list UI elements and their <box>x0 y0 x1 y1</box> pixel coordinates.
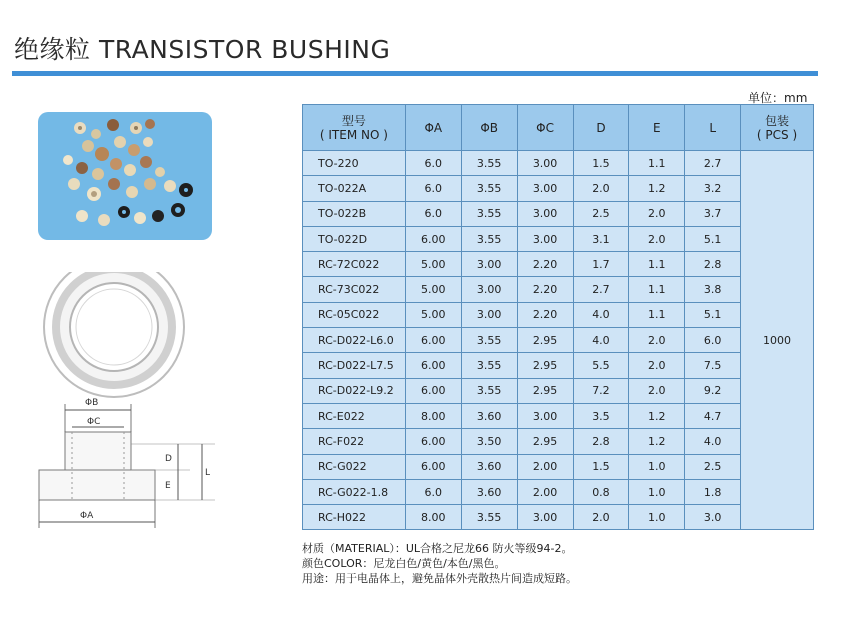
cell-d: 3.5 <box>573 403 629 428</box>
cell-item-no: RC-72C022 <box>303 252 406 277</box>
label-l: L <box>205 468 211 478</box>
cell-phi-c: 2.20 <box>517 252 573 277</box>
cell-e: 1.2 <box>629 429 685 454</box>
cell-phi-b: 3.60 <box>461 479 517 504</box>
cell-phi-c: 2.00 <box>517 454 573 479</box>
cell-e: 2.0 <box>629 378 685 403</box>
cell-d: 5.5 <box>573 353 629 378</box>
cell-phi-c: 3.00 <box>517 403 573 428</box>
table-row <box>303 454 814 479</box>
header-phi-a: ΦA <box>405 105 461 151</box>
cell-l: 2.5 <box>685 454 741 479</box>
cell-phi-c: 3.00 <box>517 201 573 226</box>
note-usage: 用途：用于电晶体上，避免晶体外壳散热片间造成短路。 <box>302 572 577 585</box>
cell-e: 1.1 <box>629 302 685 327</box>
cell-phi-b: 3.55 <box>461 151 517 176</box>
cell-phi-b: 3.55 <box>461 328 517 353</box>
cell-l: 2.8 <box>685 252 741 277</box>
header-d: D <box>573 105 629 151</box>
cell-item-no: RC-D022-L7.5 <box>303 353 406 378</box>
cell-phi-a: 6.0 <box>405 176 461 201</box>
cell-phi-a: 5.00 <box>405 252 461 277</box>
header-phi-b: ΦB <box>461 105 517 151</box>
cell-item-no: RC-D022-L6.0 <box>303 328 406 353</box>
cell-phi-b: 3.00 <box>461 277 517 302</box>
cell-phi-a: 8.00 <box>405 403 461 428</box>
cell-d: 2.8 <box>573 429 629 454</box>
cell-phi-a: 5.00 <box>405 277 461 302</box>
table-row <box>303 479 814 504</box>
cell-item-no: RC-F022 <box>303 429 406 454</box>
table-row <box>303 505 814 530</box>
cell-phi-a: 6.00 <box>405 378 461 403</box>
cell-e: 2.0 <box>629 353 685 378</box>
cell-phi-c: 2.95 <box>517 429 573 454</box>
cell-l: 3.0 <box>685 505 741 530</box>
cell-phi-c: 3.00 <box>517 505 573 530</box>
cell-d: 1.5 <box>573 454 629 479</box>
cell-phi-b: 3.00 <box>461 302 517 327</box>
label-e: E <box>165 481 171 491</box>
cell-e: 1.1 <box>629 277 685 302</box>
note-material: 材质（MATERIAL）：UL合格之尼龙66 防火等级94-2。 <box>302 542 573 555</box>
cell-phi-c: 3.00 <box>517 151 573 176</box>
table-row <box>303 429 814 454</box>
header-packing: 包装 ( PCS ) <box>741 105 814 151</box>
cell-e: 1.1 <box>629 151 685 176</box>
cell-phi-b: 3.55 <box>461 353 517 378</box>
cell-item-no: RC-H022 <box>303 505 406 530</box>
cell-l: 5.1 <box>685 226 741 251</box>
cell-phi-b: 3.55 <box>461 378 517 403</box>
cell-item-no: RC-E022 <box>303 403 406 428</box>
cell-phi-c: 2.00 <box>517 479 573 504</box>
table-row <box>303 226 814 251</box>
unit-label: 单位：mm <box>748 91 808 105</box>
cell-d: 4.0 <box>573 328 629 353</box>
cell-d: 2.0 <box>573 176 629 201</box>
cell-phi-b: 3.00 <box>461 252 517 277</box>
cell-l: 1.8 <box>685 479 741 504</box>
technical-drawing <box>30 272 220 536</box>
cell-phi-a: 6.0 <box>405 201 461 226</box>
header-item-no: 型号 ( ITEM NO ) <box>303 105 406 151</box>
cell-e: 1.2 <box>629 176 685 201</box>
table-row <box>303 151 814 176</box>
cell-l: 7.5 <box>685 353 741 378</box>
cell-l: 4.7 <box>685 403 741 428</box>
label-d: D <box>165 454 172 464</box>
cell-phi-a: 8.00 <box>405 505 461 530</box>
cell-phi-c: 3.00 <box>517 176 573 201</box>
header-phi-c: ΦC <box>517 105 573 151</box>
cell-phi-a: 6.00 <box>405 454 461 479</box>
product-photo-image <box>38 112 212 240</box>
cell-item-no: RC-05C022 <box>303 302 406 327</box>
table-header-row <box>303 105 814 151</box>
cell-d: 1.5 <box>573 151 629 176</box>
cell-phi-c: 2.20 <box>517 277 573 302</box>
cell-item-no: RC-G022-1.8 <box>303 479 406 504</box>
header-l: L <box>685 105 741 151</box>
cell-phi-a: 5.00 <box>405 302 461 327</box>
cell-phi-c: 2.20 <box>517 302 573 327</box>
title-divider <box>12 71 818 76</box>
cell-phi-a: 6.0 <box>405 479 461 504</box>
cell-phi-b: 3.60 <box>461 454 517 479</box>
cell-d: 7.2 <box>573 378 629 403</box>
cell-item-no: TO-022D <box>303 226 406 251</box>
notes <box>302 541 577 586</box>
cell-l: 3.7 <box>685 201 741 226</box>
label-phi-b: ΦB <box>85 398 99 408</box>
cell-l: 4.0 <box>685 429 741 454</box>
table-row <box>303 302 814 327</box>
cell-d: 0.8 <box>573 479 629 504</box>
label-phi-c: ΦC <box>87 417 101 427</box>
cell-e: 1.1 <box>629 252 685 277</box>
cell-phi-a: 6.00 <box>405 226 461 251</box>
cell-packing: 1000 <box>741 151 814 530</box>
cell-phi-a: 6.00 <box>405 328 461 353</box>
cell-phi-b: 3.55 <box>461 505 517 530</box>
cell-phi-c: 2.95 <box>517 378 573 403</box>
table-row <box>303 176 814 201</box>
cell-item-no: RC-73C022 <box>303 277 406 302</box>
cell-item-no: RC-D022-L9.2 <box>303 378 406 403</box>
cell-e: 1.0 <box>629 505 685 530</box>
cell-e: 2.0 <box>629 201 685 226</box>
table-row <box>303 378 814 403</box>
cell-phi-c: 2.95 <box>517 353 573 378</box>
cell-phi-c: 2.95 <box>517 328 573 353</box>
cell-l: 2.7 <box>685 151 741 176</box>
cell-phi-a: 6.00 <box>405 429 461 454</box>
table-row <box>303 403 814 428</box>
label-phi-a: ΦA <box>80 511 94 521</box>
cell-e: 2.0 <box>629 328 685 353</box>
page-title: 绝缘粒 TRANSISTOR BUSHING <box>14 35 391 64</box>
cell-e: 1.0 <box>629 479 685 504</box>
cell-e: 1.2 <box>629 403 685 428</box>
cell-d: 1.7 <box>573 252 629 277</box>
note-color: 颜色COLOR：尼龙白色/黄色/本色/黑色。 <box>302 557 506 570</box>
spec-table <box>302 104 814 530</box>
cell-phi-b: 3.55 <box>461 201 517 226</box>
table-row <box>303 201 814 226</box>
cell-e: 2.0 <box>629 226 685 251</box>
cell-l: 3.2 <box>685 176 741 201</box>
dimension-diagram <box>30 272 220 532</box>
cell-item-no: TO-022B <box>303 201 406 226</box>
cell-item-no: RC-G022 <box>303 454 406 479</box>
product-photo <box>38 112 212 240</box>
cell-phi-a: 6.0 <box>405 151 461 176</box>
cell-phi-b: 3.60 <box>461 403 517 428</box>
table-row <box>303 252 814 277</box>
cell-d: 3.1 <box>573 226 629 251</box>
cell-d: 2.0 <box>573 505 629 530</box>
table-row <box>303 328 814 353</box>
cell-item-no: TO-220 <box>303 151 406 176</box>
cell-l: 3.8 <box>685 277 741 302</box>
cell-phi-c: 3.00 <box>517 226 573 251</box>
cell-phi-b: 3.50 <box>461 429 517 454</box>
cell-phi-b: 3.55 <box>461 176 517 201</box>
cell-item-no: TO-022A <box>303 176 406 201</box>
cell-d: 4.0 <box>573 302 629 327</box>
cell-phi-a: 6.00 <box>405 353 461 378</box>
cell-d: 2.5 <box>573 201 629 226</box>
cell-l: 5.1 <box>685 302 741 327</box>
table-row <box>303 353 814 378</box>
cell-e: 1.0 <box>629 454 685 479</box>
cell-d: 2.7 <box>573 277 629 302</box>
cell-phi-b: 3.55 <box>461 226 517 251</box>
table-row <box>303 277 814 302</box>
cell-l: 6.0 <box>685 328 741 353</box>
cell-l: 9.2 <box>685 378 741 403</box>
header-e: E <box>629 105 685 151</box>
